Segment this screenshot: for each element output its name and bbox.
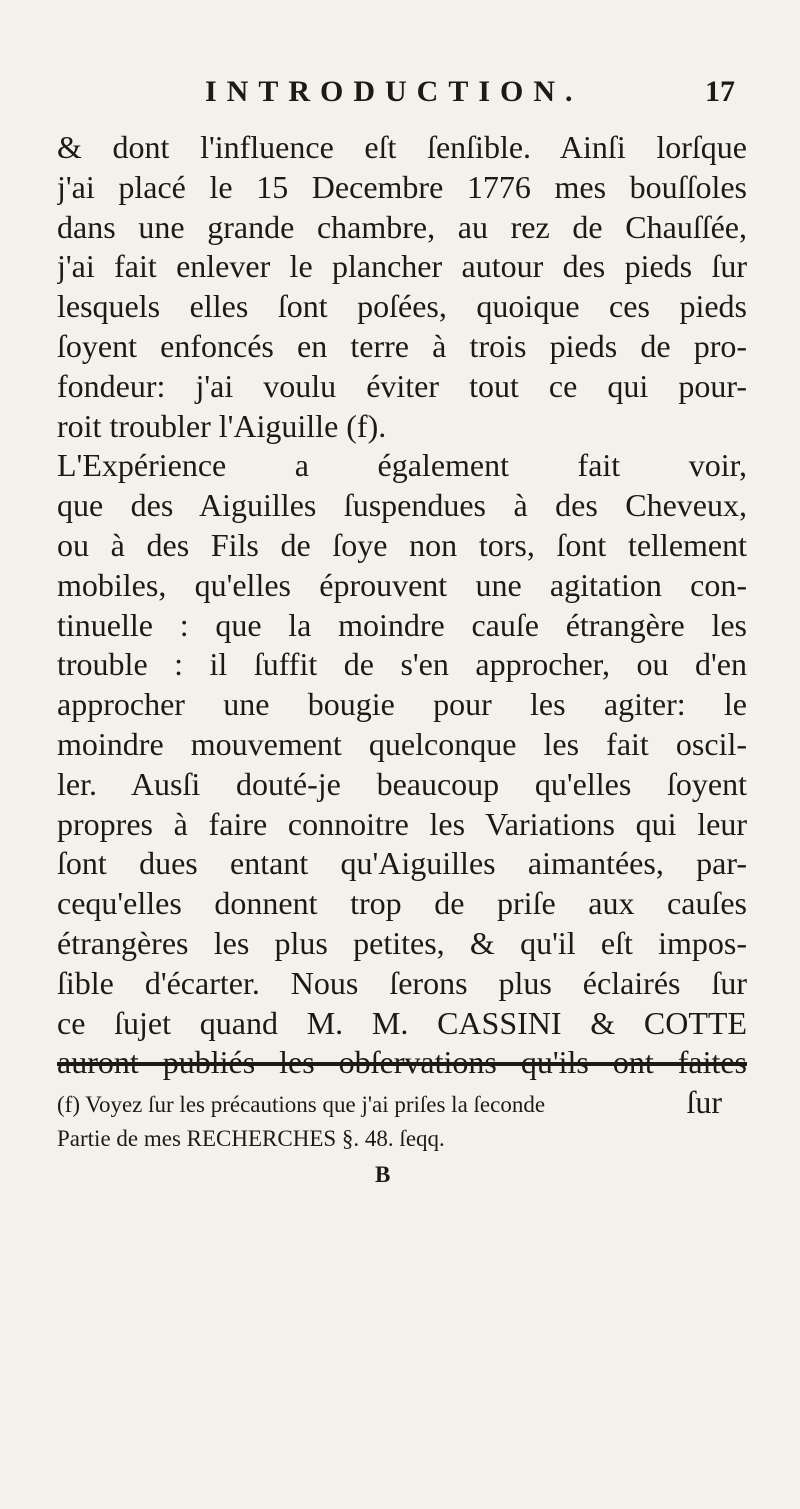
body-line: cequ'elles donnent trop de priſe aux cauſes	[57, 885, 747, 922]
body-line: j'ai fait enlever le plancher autour des pieds ſur	[57, 248, 747, 285]
footnotes	[57, 1088, 747, 1156]
footnote-line: Partie de mes RECHERCHES §. 48. ſeqq.	[57, 1126, 445, 1151]
body-line: roit troubler l'Aiguille (f).	[57, 407, 387, 444]
body-line: trouble : il ſuffit de s'en approcher, ou d'en	[57, 646, 747, 683]
signature-mark: B	[375, 1162, 391, 1187]
body-line: lesquels elles ſont poſées, quoique ces pieds	[57, 288, 747, 325]
body-line: ce ſujet quand M. M. CASSINI & COTTE	[57, 1004, 747, 1041]
body-line: fondeur: j'ai voulu éviter tout ce qui pour-	[57, 367, 747, 404]
body-line: étrangères les plus petites, & qu'il eſt impos-	[57, 924, 747, 961]
body-line: j'ai placé le 15 Decembre 1776 mes bouſſoles	[57, 168, 747, 205]
body-line: L'Expérience a également fait voir,	[57, 447, 747, 484]
body-line: tinuelle : que la moindre cauſe étrangère les	[57, 606, 747, 643]
running-title: INTRODUCTION.	[205, 75, 583, 108]
body-line: ſont dues entant qu'Aiguilles aimantées, par-	[57, 845, 747, 882]
body-line: mobiles, qu'elles éprouvent une agitation con-	[57, 566, 747, 603]
body-line: ler. Ausſi douté-je beaucoup qu'elles ſoyent	[57, 765, 747, 802]
body-line: ſible d'écarter. Nous ſerons plus éclairés ſur	[57, 964, 747, 1001]
body-line: dans une grande chambre, au rez de Chauſſée,	[57, 208, 747, 245]
body-line: moindre mouvement quelconque les fait oscil-	[57, 725, 747, 762]
catchword: ſur	[686, 1084, 722, 1121]
footnote-rule	[57, 1062, 747, 1066]
body-line: que des Aiguilles ſuspendues à des Cheveux,	[57, 487, 747, 524]
footnote-line: (f) Voyez ſur les précautions que j'ai priſes la ſeconde	[57, 1092, 546, 1117]
body-line: & dont l'influence eſt ſenſible. Ainſi lorſque	[57, 129, 747, 165]
page-number: 17	[705, 75, 735, 108]
body-line: propres à faire connoitre les Variations qui leur	[57, 805, 747, 842]
body-line: ſoyent enfoncés en terre à trois pieds de pro-	[57, 327, 747, 364]
body-line: auront publiés les obſervations qu'ils ont faites	[57, 1044, 747, 1081]
body-text	[57, 128, 747, 1123]
body-line: ou à des Fils de ſoye non tors, ſont tellement	[57, 526, 747, 563]
body-line: approcher une bougie pour les agiter: le	[57, 686, 747, 723]
